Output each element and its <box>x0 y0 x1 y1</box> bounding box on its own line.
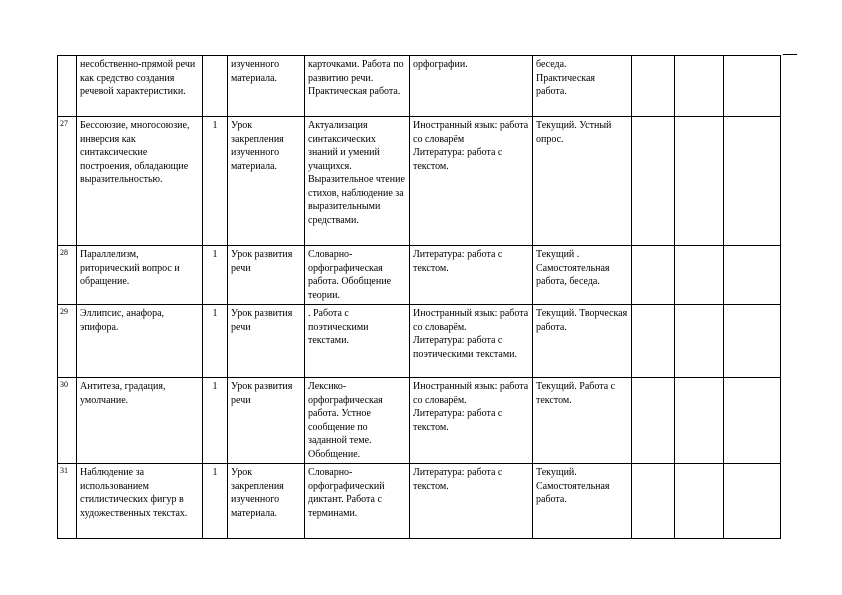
empty-cell <box>675 246 724 305</box>
table-row <box>58 117 781 246</box>
row-number: 30 <box>58 378 77 464</box>
activities-cell: карточками. Работа по развитию речи. Практическая работа. <box>305 56 410 117</box>
empty-cell <box>632 246 675 305</box>
activities-cell: Словарно-орфографический диктант. Работа с терминами. <box>305 464 410 539</box>
activities-cell: Словарно-орфографическая работа. Обобщение теории. <box>305 246 410 305</box>
activities-cell: . Работа с поэтическими текстами. <box>305 305 410 378</box>
activities-cell: Лексико-орфографическая работа. Устное сообщение по заданной теме. Обобщение. <box>305 378 410 464</box>
hours-cell: 1 <box>203 464 228 539</box>
lesson-type-cell: изученного материала. <box>228 56 305 117</box>
empty-cell <box>724 246 781 305</box>
hours-cell <box>203 56 228 117</box>
row-number: 28 <box>58 246 77 305</box>
table-row <box>58 378 781 464</box>
empty-cell <box>632 56 675 117</box>
control-cell: Текущий. Творческая работа. <box>533 305 632 378</box>
hours-cell: 1 <box>203 378 228 464</box>
empty-cell <box>632 464 675 539</box>
lesson-type-cell: Урок закрепления изученного материала. <box>228 464 305 539</box>
links-cell: Иностранный язык: работа со словарём. Литература: работа с поэтическими текстами. <box>410 305 533 378</box>
empty-cell <box>724 305 781 378</box>
row-number <box>58 56 77 117</box>
table-row <box>58 464 781 539</box>
empty-cell <box>632 117 675 246</box>
lesson-type-cell: Урок развития речи <box>228 246 305 305</box>
topic-cell: Антитеза, градация, умолчание. <box>77 378 203 464</box>
links-cell: Иностранный язык: работа со словарём Литература: работа с текстом. <box>410 117 533 246</box>
lesson-type-cell: Урок закрепления изученного материала. <box>228 117 305 246</box>
table-row <box>58 56 781 117</box>
links-cell: Иностранный язык: работа со словарём. Литература: работа с текстом. <box>410 378 533 464</box>
empty-cell <box>675 378 724 464</box>
topic-cell: Бессоюзие, многосоюзие, инверсия как синтаксические построения, обладающие выразительностью. <box>77 117 203 246</box>
lesson-plan-table <box>57 55 781 539</box>
control-cell: Текущий. Самостоятельная работа. <box>533 464 632 539</box>
empty-cell <box>675 56 724 117</box>
links-cell: Литература: работа с текстом. <box>410 246 533 305</box>
row-number: 31 <box>58 464 77 539</box>
links-cell: Литература: работа с текстом. <box>410 464 533 539</box>
lesson-type-cell: Урок развития речи <box>228 305 305 378</box>
hours-cell: 1 <box>203 305 228 378</box>
topic-cell: Параллелизм, риторический вопрос и обращение. <box>77 246 203 305</box>
empty-cell <box>675 305 724 378</box>
activities-cell: Актуализация синтаксических знаний и умений учащихся. Выразительное чтение стихов, наблюдение за выразительными средствами. <box>305 117 410 246</box>
hours-cell: 1 <box>203 117 228 246</box>
empty-cell <box>724 464 781 539</box>
empty-cell <box>675 464 724 539</box>
hours-cell: 1 <box>203 246 228 305</box>
empty-cell <box>632 305 675 378</box>
empty-cell <box>724 117 781 246</box>
empty-cell <box>724 378 781 464</box>
row-number: 27 <box>58 117 77 246</box>
control-cell: Текущий . Самостоятельная работа, беседа. <box>533 246 632 305</box>
topic-cell: Эллипсис, анафора, эпифора. <box>77 305 203 378</box>
topic-cell: несобственно-прямой речи как средство создания речевой характеристики. <box>77 56 203 117</box>
empty-cell <box>724 56 781 117</box>
control-cell: Текущий. Работа с текстом. <box>533 378 632 464</box>
control-cell: беседа. Практическая работа. <box>533 56 632 117</box>
table-row <box>58 246 781 305</box>
row-number: 29 <box>58 305 77 378</box>
empty-cell <box>632 378 675 464</box>
lesson-type-cell: Урок развития речи <box>228 378 305 464</box>
page-corner-mark <box>783 54 797 55</box>
table-row <box>58 305 781 378</box>
links-cell: орфографии. <box>410 56 533 117</box>
topic-cell: Наблюдение за использованием стилистических фигур в художественных текстах. <box>77 464 203 539</box>
empty-cell <box>675 117 724 246</box>
control-cell: Текущий. Устный опрос. <box>533 117 632 246</box>
